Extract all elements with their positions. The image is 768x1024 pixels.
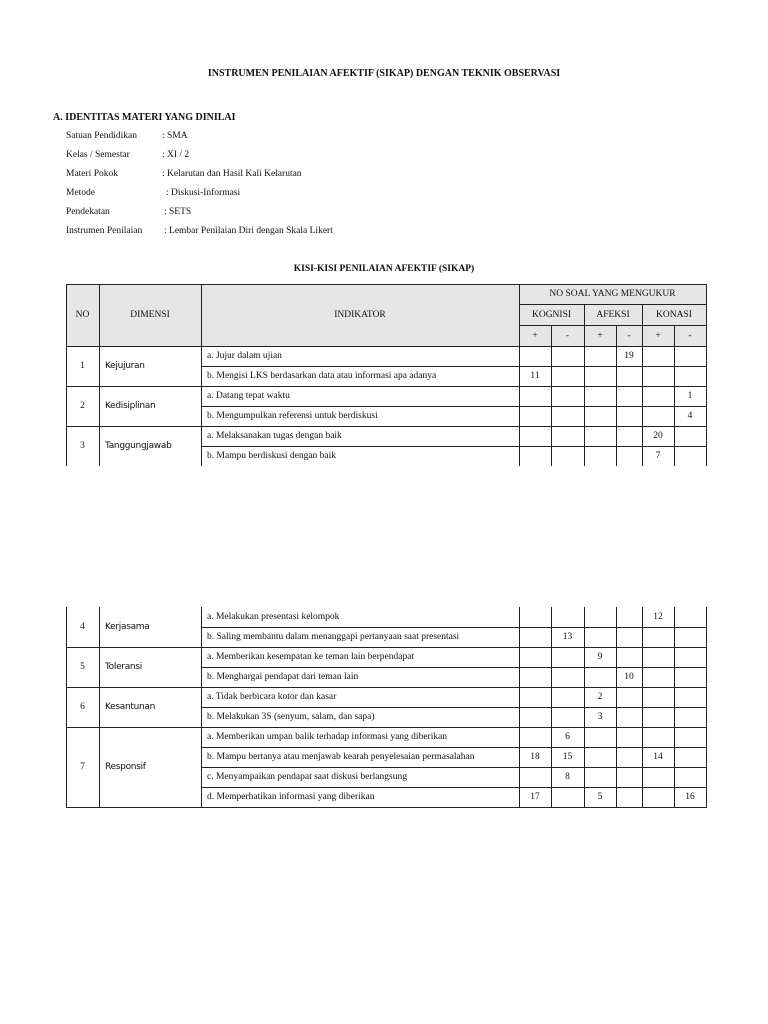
table-rule <box>674 607 675 807</box>
question-number-cell <box>642 707 674 727</box>
row-number: 6 <box>80 702 85 712</box>
question-number-cell: 12 <box>653 612 663 622</box>
question-number-cell: 14 <box>653 752 663 762</box>
question-number-cell <box>551 647 584 667</box>
question-number-cell: 6 <box>565 732 570 742</box>
table-rule <box>201 747 707 748</box>
table-rule <box>616 325 617 466</box>
question-number-cell <box>519 667 551 687</box>
table-rule <box>706 607 707 807</box>
question-number-cell <box>616 747 642 767</box>
question-number-cell <box>519 446 551 466</box>
question-number-cell: 7 <box>655 451 661 461</box>
identity-label: Materi Pokok <box>66 169 118 179</box>
indicator-text: c. Menyampaikan pendapat saat diskusi berlangsung <box>207 772 407 782</box>
table-rule <box>201 366 707 367</box>
dimension-label: Toleransi <box>105 662 142 672</box>
indicator-text: b. Mengisi LKS berdasarkan data atau informasi apa adanya <box>207 371 437 381</box>
indicator-text: a. Datang tepat waktu <box>207 391 290 401</box>
question-number-cell <box>642 386 674 406</box>
question-number-cell <box>616 607 642 627</box>
question-number-cell <box>674 366 706 386</box>
table-rule <box>201 787 707 788</box>
indicator-text: d. Memperhatikan informasi yang diberikan <box>207 792 375 802</box>
question-number-cell <box>551 426 584 446</box>
question-number-cell <box>674 647 706 667</box>
identity-label: Kelas / Semestar <box>66 150 130 160</box>
indicator-text: b. Saling membantu dalam menanggapi pertanyaan saat presentasi <box>207 632 460 642</box>
table-rule <box>66 284 67 466</box>
question-number-cell <box>519 767 551 787</box>
table-rule <box>66 807 707 808</box>
question-number-cell: 11 <box>530 371 540 381</box>
identity-value: : Kelarutan dan Hasil Kali Kelarutan <box>162 169 302 179</box>
question-number-cell <box>674 747 706 767</box>
question-number-cell <box>674 426 706 446</box>
dimension-label: Kerjasama <box>105 622 150 632</box>
table-title: KISI-KISI PENILAIAN AFEKTIF (SIKAP) <box>293 264 475 274</box>
identity-value: : XI / 2 <box>162 150 190 160</box>
identity-value: : Diskusi-Informasi <box>166 188 241 198</box>
identity-label: Metode <box>66 188 96 198</box>
indicator-text: b. Menghargai pendapat dari teman lain <box>207 672 359 682</box>
dimension-label: Responsif <box>105 762 146 772</box>
question-number-cell <box>519 386 551 406</box>
question-number-cell <box>551 787 584 807</box>
table-rule <box>551 607 552 807</box>
question-number-cell <box>584 366 616 386</box>
question-number-cell <box>551 707 584 727</box>
indicator-text: b. Mampu berdiskusi dengan baik <box>207 451 337 461</box>
header-indikator: INDIKATOR <box>334 310 386 320</box>
identity-label: Satuan Pendidikan <box>66 131 137 141</box>
table-rule <box>584 304 585 466</box>
question-number-cell <box>616 707 642 727</box>
question-number-cell: 8 <box>565 772 570 782</box>
kisi-kisi-table-part-2 <box>66 607 706 809</box>
question-number-cell <box>674 346 706 366</box>
question-number-cell <box>519 426 551 446</box>
question-number-cell <box>551 667 584 687</box>
question-number-cell <box>584 747 616 767</box>
question-number-cell <box>674 607 706 627</box>
question-number-cell <box>551 446 584 466</box>
question-number-cell <box>519 607 551 627</box>
table-rule <box>674 325 675 466</box>
table-rule <box>66 647 707 648</box>
header-kognisi: KOGNISI <box>531 309 572 320</box>
table-rule <box>66 607 67 807</box>
question-number-cell <box>584 627 616 647</box>
table-rule <box>706 284 707 466</box>
question-number-cell: 1 <box>687 391 693 401</box>
question-number-cell <box>674 667 706 687</box>
question-number-cell: 15 <box>562 752 573 762</box>
question-number-cell: 5 <box>597 792 603 802</box>
header-konasi: KONASI <box>656 309 692 320</box>
header-dimensi: DIMENSI <box>130 310 170 320</box>
question-number-cell: 18 <box>530 752 540 762</box>
question-number-cell <box>519 627 551 647</box>
question-number-cell <box>642 667 674 687</box>
table-rule <box>66 284 707 285</box>
question-number-cell <box>584 426 616 446</box>
table-rule <box>66 346 707 347</box>
row-number: 1 <box>80 361 85 371</box>
question-number-cell <box>616 687 642 707</box>
question-number-cell <box>551 406 584 426</box>
table-rule <box>66 426 707 427</box>
table-rule <box>66 386 707 387</box>
header-plus: + <box>655 330 661 341</box>
question-number-cell <box>642 767 674 787</box>
question-number-cell <box>642 727 674 747</box>
question-number-cell: 9 <box>597 652 603 662</box>
row-number: 7 <box>80 762 85 772</box>
document-title: INSTRUMEN PENILAIAN AFEKTIF (SIKAP) DENGAN TEKNIK OBSERVASI <box>207 68 561 79</box>
row-number: 2 <box>80 401 85 411</box>
indicator-text: a. Tidak berbicara kotor dan kasar <box>207 692 337 702</box>
row-number: 3 <box>80 441 85 451</box>
question-number-cell <box>674 627 706 647</box>
question-number-cell <box>674 707 706 727</box>
identity-value: : SMA <box>162 131 188 141</box>
table-rule <box>584 607 585 807</box>
table-rule <box>201 767 707 768</box>
indicator-text: a. Jujur dalam ujian <box>207 351 282 361</box>
question-number-cell <box>551 607 584 627</box>
question-number-cell <box>616 647 642 667</box>
question-number-cell <box>551 386 584 406</box>
header-plus: + <box>597 330 603 341</box>
question-number-cell <box>551 346 584 366</box>
question-number-cell: 17 <box>530 792 540 802</box>
table-rule <box>99 607 100 807</box>
question-number-cell <box>642 627 674 647</box>
question-number-cell <box>584 607 616 627</box>
question-number-cell: 2 <box>597 692 603 702</box>
question-number-cell <box>551 687 584 707</box>
table-rule <box>201 446 707 447</box>
table-rule <box>519 325 707 326</box>
row-number: 5 <box>80 662 85 672</box>
question-number-cell <box>616 366 642 386</box>
table-rule <box>201 627 707 628</box>
question-number-cell <box>584 767 616 787</box>
section-heading: A. IDENTITAS MATERI YANG DINILAI <box>53 112 236 123</box>
header-minus: - <box>688 330 692 341</box>
dimension-label: Kesantunan <box>105 702 156 712</box>
indicator-text: b. Mengumpulkan referensi untuk berdiskusi <box>207 411 378 421</box>
table-rule <box>66 727 707 728</box>
question-number-cell <box>584 386 616 406</box>
table-rule <box>519 607 520 807</box>
question-number-cell: 3 <box>597 712 603 722</box>
indicator-text: b. Melakukan 3S (senyum, salam, dan sapa) <box>207 712 375 722</box>
identity-label: Pendekatan <box>66 207 110 217</box>
question-number-cell <box>519 346 551 366</box>
question-number-cell <box>642 346 674 366</box>
question-number-cell <box>584 446 616 466</box>
question-number-cell <box>519 727 551 747</box>
question-number-cell <box>584 727 616 747</box>
table-rule <box>66 687 707 688</box>
indicator-text: b. Mampu bertanya atau menjawab kearah penyelesaian permasalahan <box>207 752 475 762</box>
identity-label: Instrumen Penilaian <box>66 226 143 236</box>
table-rule <box>99 284 100 466</box>
question-number-cell <box>674 727 706 747</box>
identity-value: : SETS <box>164 207 192 217</box>
header-minus: - <box>565 330 570 341</box>
question-number-cell: 19 <box>624 351 634 361</box>
question-number-cell <box>519 687 551 707</box>
table-rule <box>519 304 707 305</box>
header-plus: + <box>532 330 538 341</box>
question-number-cell <box>616 386 642 406</box>
header-no: NO <box>75 310 90 320</box>
table-rule <box>551 325 552 466</box>
question-number-cell <box>642 366 674 386</box>
table-rule <box>519 284 520 466</box>
question-number-cell <box>642 787 674 807</box>
table-rule <box>642 304 643 466</box>
question-number-cell <box>584 346 616 366</box>
question-number-cell <box>551 366 584 386</box>
question-number-cell: 10 <box>624 672 634 682</box>
header-no-soal: NO SOAL YANG MENGUKUR <box>549 289 676 299</box>
table-rule <box>201 707 707 708</box>
question-number-cell <box>674 767 706 787</box>
indicator-text: a. Memberikan umpan balik terhadap informasi yang diberikan <box>207 732 448 742</box>
header-afeksi: AFEKSI <box>596 309 630 320</box>
question-number-cell <box>616 446 642 466</box>
question-number-cell <box>616 406 642 426</box>
question-number-cell <box>674 446 706 466</box>
table-rule <box>201 406 707 407</box>
indicator-text: a. Melakukan presentasi kelompok <box>207 612 340 622</box>
question-number-cell <box>519 707 551 727</box>
question-number-cell <box>584 406 616 426</box>
question-number-cell: 13 <box>562 632 573 642</box>
question-number-cell <box>584 667 616 687</box>
question-number-cell <box>616 727 642 747</box>
question-number-cell <box>616 767 642 787</box>
dimension-label: Kedisiplinan <box>105 401 156 411</box>
header-minus: - <box>627 330 631 341</box>
question-number-cell <box>642 406 674 426</box>
question-number-cell <box>642 647 674 667</box>
kisi-kisi-table-part-1 <box>66 284 706 466</box>
question-number-cell: 20 <box>653 431 663 441</box>
question-number-cell <box>642 687 674 707</box>
question-number-cell <box>616 426 642 446</box>
question-number-cell <box>674 687 706 707</box>
question-number-cell <box>616 787 642 807</box>
dimension-label: Kejujuran <box>105 361 145 371</box>
identity-value: : Lembar Penilaian Diri dengan Skala Likert <box>164 226 333 236</box>
dimension-label: Tanggungjawab <box>105 441 172 451</box>
table-rule <box>201 667 707 668</box>
table-rule <box>616 607 617 807</box>
question-number-cell <box>616 627 642 647</box>
table-rule <box>201 284 202 466</box>
row-number: 4 <box>80 622 85 632</box>
question-number-cell: 16 <box>685 792 695 802</box>
table-rule <box>201 607 202 807</box>
question-number-cell <box>519 406 551 426</box>
table-rule <box>642 607 643 807</box>
indicator-text: a. Memberikan kesempatan ke teman lain berpendapat <box>207 652 415 662</box>
question-number-cell <box>519 647 551 667</box>
indicator-text: a. Melaksanakan tugas dengan baik <box>207 431 342 441</box>
question-number-cell: 4 <box>687 411 693 421</box>
